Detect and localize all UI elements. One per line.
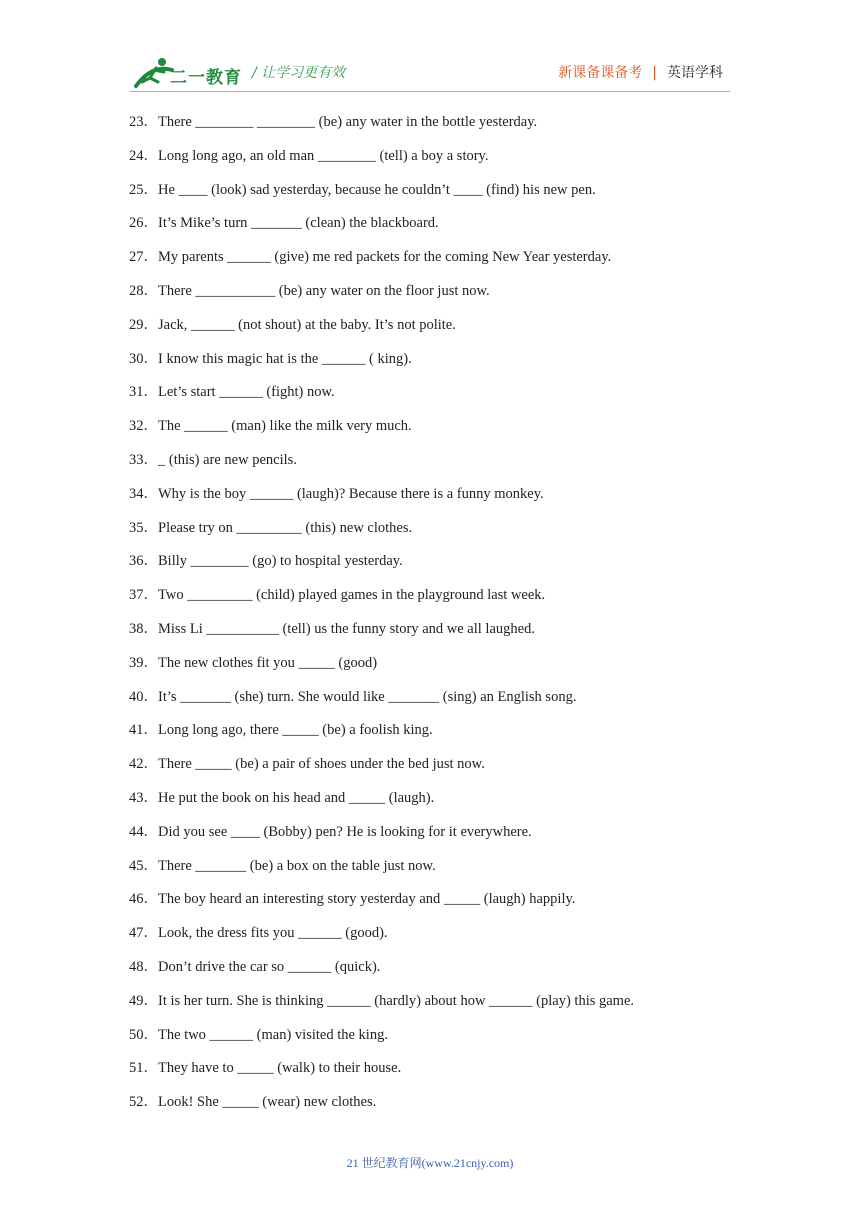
question-item: 39．The new clothes fit you _____ (good) <box>129 654 378 671</box>
question-item: 33．_ (this) are new pencils. <box>129 451 297 468</box>
question-item: 44．Did you see ____ (Bobby) pen? He is looking for it everywhere. <box>129 823 532 840</box>
question-item: 47．Look, the dress fits you ______ (good). <box>129 925 388 942</box>
question-item: 38．Miss Li __________ (tell) us the funny story and we all laughed. <box>129 620 535 637</box>
question-item: 36．Billy ________ (go) to hospital yesterday. <box>129 553 403 570</box>
question-item: 46．The boy heard an interesting story yesterday and _____ (laugh) happily. <box>129 891 576 908</box>
question-item: 37．Two _________ (child) played games in the playground last week. <box>129 587 546 604</box>
question-item: 28．There ___________ (be) any water on the floor just now. <box>129 282 490 299</box>
question-item: 43．He put the book on his head and _____ (laugh). <box>129 789 435 806</box>
question-item: 32．The ______ (man) like the milk very much. <box>129 418 412 435</box>
question-item: 23．There ________ ________ (be) any water in the bottle yesterday. <box>129 114 538 130</box>
question-list <box>129 112 634 1126</box>
question-item: 51．They have to _____ (walk) to their house. <box>129 1060 402 1077</box>
question-item: 42．There _____ (be) a pair of shoes under the bed just now. <box>129 756 485 773</box>
page-header <box>0 0 860 100</box>
question-item: 34．Why is the boy ______ (laugh)? Because there is a funny monkey. <box>129 485 544 502</box>
question-item: 30．I know this magic hat is the ______ ( king). <box>129 350 412 367</box>
question-item: 52．Look! She _____ (wear) new clothes. <box>129 1094 377 1111</box>
question-item: 48．Don’t drive the car so ______ (quick). <box>129 958 381 975</box>
question-item: 25．He ____ (look) sad yesterday, because he couldn’t ____ (find) his new pen. <box>129 181 596 198</box>
logo-text: 二一教育 <box>170 68 242 88</box>
header-separator: | <box>652 65 657 81</box>
header-divider <box>130 91 730 92</box>
question-item: 49．It is her turn. She is thinking ______ (hardly) about how ______ (play) this game. <box>129 992 635 1009</box>
header-slogan: / 让学习更有效 <box>252 65 346 81</box>
question-item: 40．It’s _______ (she) turn. She would like _______ (sing) an English song. <box>129 688 577 705</box>
header-subject <box>558 62 723 82</box>
header-subject-label: 英语学科 <box>667 65 723 81</box>
question-item: 45．There _______ (be) a box on the table just now. <box>129 857 436 874</box>
header-tagline: 新课备课备考 <box>558 65 643 81</box>
question-item: 31．Let’s start ______ (fight) now. <box>129 384 335 401</box>
question-item: 35．Please try on _________ (this) new clothes. <box>129 519 413 536</box>
question-item: 26．It’s Mike’s turn _______ (clean) the blackboard. <box>129 215 439 232</box>
page-footer: 21 世纪教育网(www.21cnjy.com) <box>346 1156 514 1170</box>
question-item: 27．My parents ______ (give) me red packets for the coming New Year yesterday. <box>129 249 612 266</box>
question-item: 29．Jack, ______ (not shout) at the baby. It’s not polite. <box>129 316 456 333</box>
question-item: 24．Long long ago, an old man ________ (tell) a boy a story. <box>129 147 489 164</box>
question-item: 50．The two ______ (man) visited the king. <box>129 1026 388 1043</box>
question-item: 41．Long long ago, there _____ (be) a foolish king. <box>129 722 433 739</box>
